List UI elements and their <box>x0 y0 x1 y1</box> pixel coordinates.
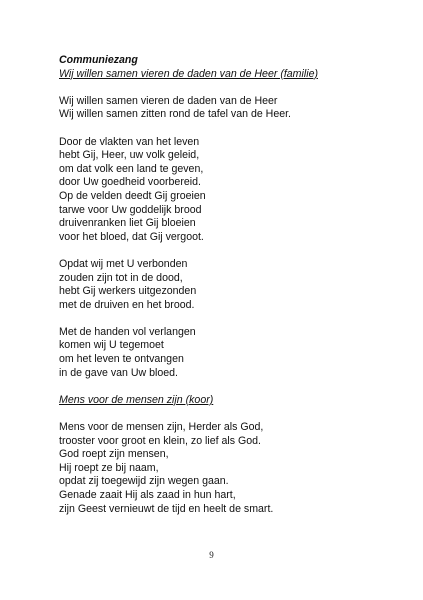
lyric-line: voor het bloed, dat Gij vergoot. <box>59 230 204 243</box>
lyric-line: met de druiven en het brood. <box>59 298 195 311</box>
lyric-line: hebt Gij, Heer, uw volk geleid, <box>59 149 200 162</box>
lyric-line: door Uw goedheid voorbereid. <box>59 176 201 189</box>
lyric-line: om dat volk een land te geven, <box>59 162 204 175</box>
lyric-line: zouden zijn tot in de dood, <box>59 271 183 284</box>
song2-stanza-1 <box>59 421 389 516</box>
lyric-line: zijn Geest vernieuwt de tijd en heelt de smart. <box>59 502 274 515</box>
song1-stanza-2 <box>59 136 389 245</box>
lyric-line: opdat zij toegewijd zijn wegen gaan. <box>59 475 229 488</box>
song1-stanza-3 <box>59 258 389 312</box>
lyric-line: komen wij U tegemoet <box>59 339 164 352</box>
lyric-line: Hij roept ze bij naam, <box>59 461 159 474</box>
lyric-line: Wij willen samen vieren de daden van de Heer <box>59 94 278 107</box>
page-number: 9 <box>209 550 214 560</box>
spacer <box>59 81 389 95</box>
lyric-line: Mens voor de mensen zijn, Herder als God, <box>59 421 264 434</box>
lyric-line: hebt Gij werkers uitgezonden <box>59 285 197 298</box>
lyric-line: Op de velden deedt Gij groeien <box>59 189 206 202</box>
song2-title: Mens voor de mensen zijn (koor) <box>59 393 214 406</box>
lyric-line: God roept zijn mensen, <box>59 448 169 461</box>
lyric-line: tarwe voor Uw goddelijk brood <box>59 203 202 216</box>
song1-title: Wij willen samen vieren de daden van de Heer (familie) <box>59 67 318 80</box>
lyric-line: trooster voor groot en klein, zo lief als God. <box>59 434 261 447</box>
lyric-line: in de gave van Uw bloed. <box>59 366 178 379</box>
lyric-line: druivenranken liet Gij bloeien <box>59 217 196 230</box>
lyric-line: Wij willen samen zitten rond de tafel van de Heer. <box>59 108 292 121</box>
lyric-line: Genade zaait Hij als zaad in hun hart, <box>59 489 236 501</box>
spacer <box>59 312 389 326</box>
page-content <box>59 54 389 516</box>
spacer <box>59 407 389 421</box>
section-heading: Communiezang <box>59 54 138 66</box>
song1-stanza-1 <box>59 95 389 122</box>
spacer <box>59 380 389 394</box>
lyric-line: Met de handen vol verlangen <box>59 325 196 338</box>
spacer <box>59 122 389 136</box>
lyric-line: Door de vlakten van het leven <box>59 135 200 148</box>
lyric-line: Opdat wij met U verbonden <box>59 257 188 270</box>
lyric-line: om het leven te ontvangen <box>59 353 184 366</box>
song1-stanza-4 <box>59 326 389 380</box>
spacer <box>59 244 389 258</box>
